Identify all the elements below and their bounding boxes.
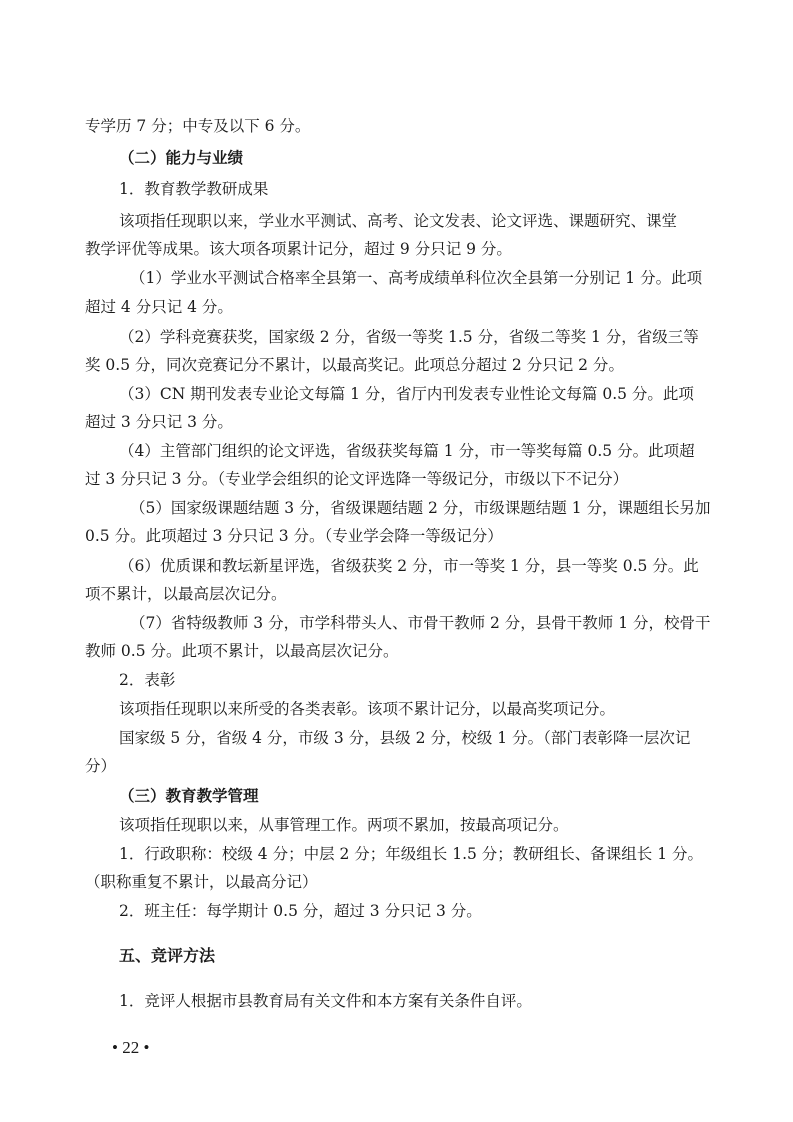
list-item-line: （2）学科竞赛获奖，国家级 2 分，省级一等奖 1.5 分，省级二等奖 1 分，省级三等 bbox=[119, 328, 699, 346]
list-item-line: （6）优质课和教坛新星评选，省级获奖 2 分，市一等奖 1 分，县一等奖 0.5 分。此 bbox=[119, 557, 699, 575]
text-line: 专学历 7 分；中专及以下 6 分。 bbox=[85, 117, 311, 135]
section-heading: （二）能力与业绩 bbox=[119, 148, 244, 167]
paragraph-line: 1．行政职称：校级 4 分；中层 2 分；年级组长 1.5 分；教研组长、备课组长 1 分。 bbox=[119, 845, 704, 863]
list-item-line: （1）学业水平测试合格率全县第一、高考成绩单科位次全县第一分别记 1 分。此项 bbox=[130, 269, 703, 287]
list-item-line: 超过 4 分只记 4 分。 bbox=[85, 298, 233, 316]
list-item-line: 奖 0.5 分，同次竞赛记分不累计，以最高奖记。此项总分超过 2 分只记 2 分。 bbox=[85, 356, 624, 374]
paragraph-line: 该项指任现职以来，学业水平测试、高考、论文发表、论文评选、课题研究、课堂 bbox=[119, 212, 678, 230]
paragraph-line: 1．竞评人根据市县教育局有关文件和本方案有关条件自评。 bbox=[119, 992, 532, 1010]
list-item-line: 过 3 分只记 3 分。（专业学会组织的论文评选降一等级记分，市级以下不记分） bbox=[85, 470, 629, 488]
subsection-heading: 1．教育教学教研成果 bbox=[119, 180, 269, 198]
subsection-heading: 2．表彰 bbox=[119, 671, 176, 689]
page-number: • 22 • bbox=[112, 1038, 150, 1057]
list-item-line: （4）主管部门组织的论文评选，省级获奖每篇 1 分，市一等奖每篇 0.5 分。此项超 bbox=[119, 442, 695, 460]
paragraph-line: 教学评优等成果。该大项各项累计记分，超过 9 分只记 9 分。 bbox=[85, 240, 512, 258]
paragraph-line: 该项指任现职以来所受的各类表彰。该项不累计记分，以最高奖项记分。 bbox=[119, 700, 616, 718]
list-item-line: 0.5 分。此项超过 3 分只记 3 分。（专业学会降一等级记分） bbox=[85, 527, 503, 545]
paragraph-line: 分） bbox=[85, 757, 117, 775]
chapter-heading: 五、竞评方法 bbox=[119, 946, 216, 965]
list-item-line: 项不累计，以最高层次记分。 bbox=[85, 585, 287, 603]
list-item-line: 教师 0.5 分。此项不累计，以最高层次记分。 bbox=[85, 642, 399, 660]
list-item-line: 超过 3 分只记 3 分。 bbox=[85, 413, 233, 431]
paragraph-line: 2．班主任：每学期计 0.5 分，超过 3 分只记 3 分。 bbox=[119, 902, 482, 920]
list-item-line: （7）省特级教师 3 分，市学科带头人、市骨干教师 2 分，县骨干教师 1 分，校骨干 bbox=[130, 614, 711, 632]
paragraph-line: 该项指任现职以来，从事管理工作。两项不累加，按最高项记分。 bbox=[119, 816, 569, 834]
paragraph-line: （职称重复不累计，以最高分记） bbox=[85, 873, 318, 891]
section-heading: （三）教育教学管理 bbox=[119, 786, 259, 805]
list-item-line: （5）国家级课题结题 3 分，省级课题结题 2 分，市级课题结题 1 分，课题组长另加 bbox=[130, 499, 711, 517]
list-item-line: （3）CN 期刊发表专业论文每篇 1 分，省厅内刊发表专业性论文每篇 0.5 分。此项 bbox=[119, 385, 694, 403]
paragraph-line: 国家级 5 分，省级 4 分，市级 3 分，县级 2 分，校级 1 分。（部门表彰降一层次记 bbox=[119, 729, 691, 747]
